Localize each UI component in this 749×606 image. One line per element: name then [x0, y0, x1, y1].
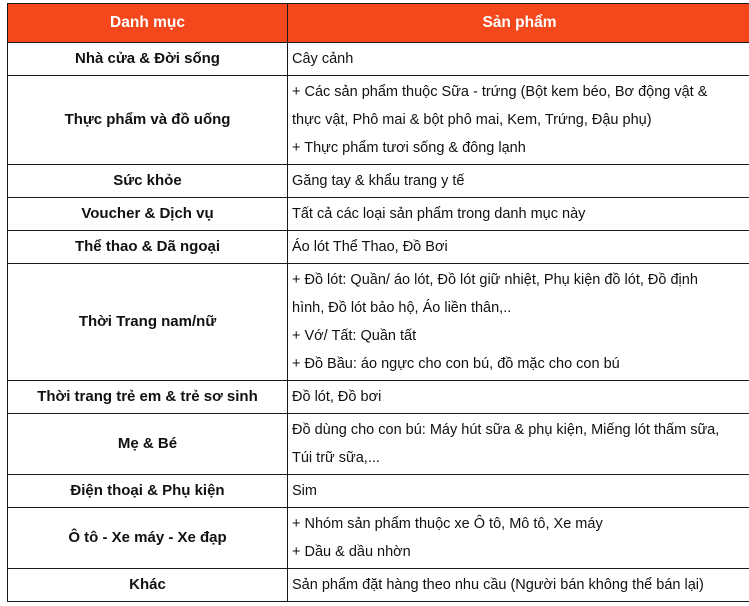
category-cell: Voucher & Dịch vụ [8, 198, 288, 231]
products-cell [288, 508, 749, 569]
product-line: Sim [292, 477, 747, 505]
category-cell: Mẹ & Bé [8, 414, 288, 475]
category-cell: Thời trang trẻ em & trẻ sơ sinh [8, 381, 288, 414]
header-category: Danh mục [8, 4, 288, 43]
products-cell [288, 381, 749, 414]
table-row [8, 508, 749, 569]
product-line: thực vật, Phô mai & bột phô mai, Kem, Trứng, Đậu phụ) [292, 106, 747, 134]
products-cell [288, 76, 749, 165]
products-cell [288, 264, 749, 381]
products-cell [288, 231, 749, 264]
table-row [8, 569, 749, 602]
table-row [8, 198, 749, 231]
products-cell [288, 165, 749, 198]
category-cell: Ô tô - Xe máy - Xe đạp [8, 508, 288, 569]
table-row [8, 264, 749, 381]
product-line: Đồ lót, Đồ bơi [292, 383, 747, 411]
table-header-row [8, 4, 749, 43]
product-line: + Đồ lót: Quần/ áo lót, Đồ lót giữ nhiệt, Phụ kiện đồ lót, Đồ định [292, 266, 747, 294]
product-line: Tất cả các loại sản phẩm trong danh mục này [292, 200, 747, 228]
table-row [8, 231, 749, 264]
products-cell [288, 43, 749, 76]
table-row [8, 165, 749, 198]
product-line: + Nhóm sản phẩm thuộc xe Ô tô, Mô tô, Xe máy [292, 510, 747, 538]
product-line: + Thực phẩm tươi sống & đông lạnh [292, 134, 747, 162]
product-line: + Dầu & dầu nhờn [292, 538, 747, 566]
product-line: + Đồ Bầu: áo ngực cho con bú, đồ mặc cho con bú [292, 350, 747, 378]
product-line: Sản phẩm đặt hàng theo nhu cầu (Người bán không thể bán lại) [292, 571, 747, 599]
category-cell: Thể thao & Dã ngoại [8, 231, 288, 264]
category-cell: Thực phẩm và đồ uống [8, 76, 288, 165]
product-line: Túi trữ sữa,... [292, 444, 747, 472]
category-cell: Sức khỏe [8, 165, 288, 198]
table-row [8, 76, 749, 165]
category-cell: Khác [8, 569, 288, 602]
table-row [8, 381, 749, 414]
product-line: hình, Đồ lót bảo hộ, Áo liền thân,.. [292, 294, 747, 322]
category-cell: Điện thoại & Phụ kiện [8, 475, 288, 508]
category-cell: Nhà cửa & Đời sống [8, 43, 288, 76]
table-row [8, 414, 749, 475]
products-cell [288, 475, 749, 508]
products-cell [288, 569, 749, 602]
category-product-table [7, 3, 749, 602]
product-line: Găng tay & khẩu trang y tế [292, 167, 747, 195]
product-line: + Vớ/ Tất: Quần tất [292, 322, 747, 350]
products-cell [288, 414, 749, 475]
table-row [8, 475, 749, 508]
product-line: + Các sản phẩm thuộc Sữa - trứng (Bột kem béo, Bơ động vật & [292, 78, 747, 106]
product-line: Cây cảnh [292, 45, 747, 73]
product-line: Đồ dùng cho con bú: Máy hút sữa & phụ kiện, Miếng lót thấm sữa, [292, 416, 747, 444]
product-line: Áo lót Thể Thao, Đồ Bơi [292, 233, 747, 261]
category-cell: Thời Trang nam/nữ [8, 264, 288, 381]
table-row [8, 43, 749, 76]
products-cell [288, 198, 749, 231]
header-products: Sản phẩm [288, 4, 749, 43]
